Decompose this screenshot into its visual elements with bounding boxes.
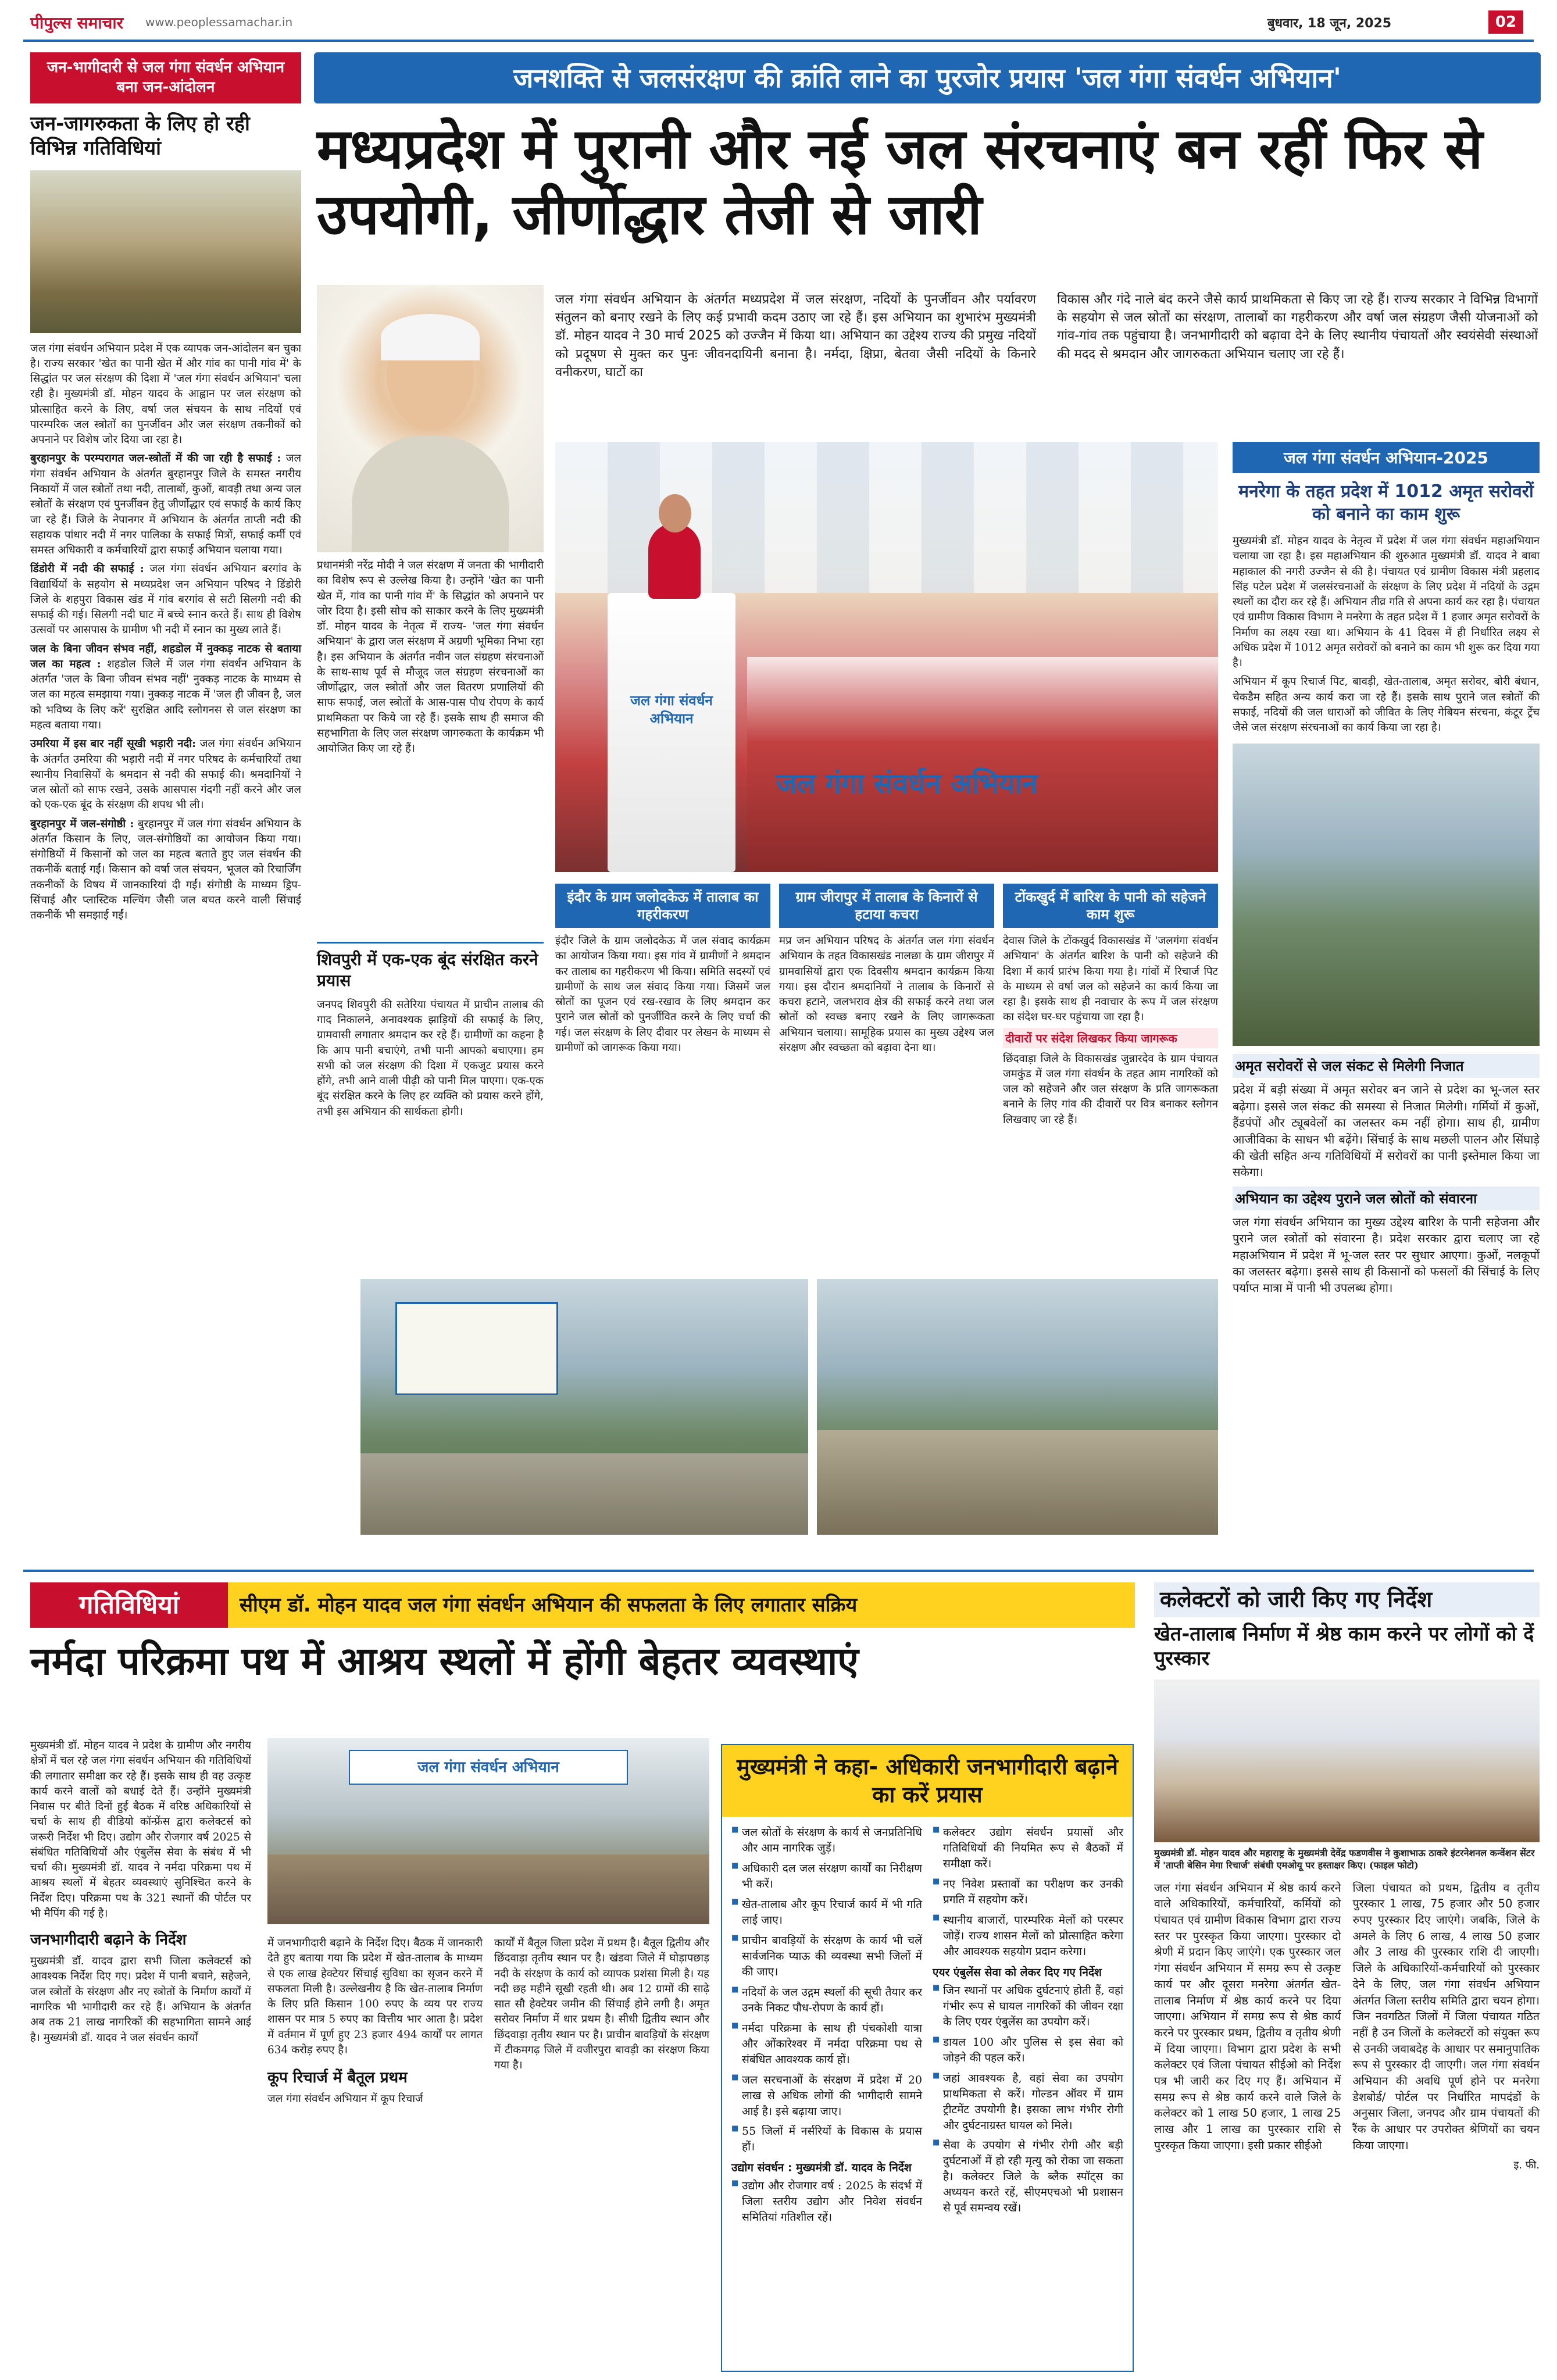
meeting-banner-text: जल गंगा संवर्धन अभियान xyxy=(349,1750,628,1785)
left-column xyxy=(30,52,301,1558)
right-column xyxy=(1233,442,1540,1296)
bottom-col1-text: मुख्यमंत्री डॉ. मोहन यादव ने प्रदेश के ग्रामीण और नगरीय क्षेत्रों में चल रहे जल गंगा संवर्धन अभियान की गतिविधियों की लगातार समीक्षा कर रहे हैं। इसके साथ ही वह उत्कृष्ट कार्य करने वालों को बधाई देते हैं। उन्होंने मुख्यमंत्री निवास पर बीते दिनों हुई बैठक में वरिष्ठ अधिकारियों से चर्चा के साथ ही वीडियो कॉन्फ्रेंस द्वारा कलेक्टर्स को जरूरी निर्देश भी दिए। उद्योग और रोजगार वर्ष 2025 से संबंधित गतिविधियों और एंबुलेंस सेवा के संबंध में भी चर्चा की। मुख्यमंत्री डॉ. यादव ने नर्मदा परिक्रमा पथ में आश्रय स्थलों में बेहतर व्यवस्थाएं सुनिश्चित करने के निर्देश दिए। परिक्रमा पथ के 321 स्थानों की पोर्टल पर भी मैपिंग की गई है। xyxy=(30,1739,251,1920)
tonkkhurd-body: देवास जिले के टोंकखुर्द विकासखंड में 'जलगंगा संवर्धन अभियान' के अंतर्गत बारिश के पानी को सहेजने की दिशा में कार्य प्रारंभ किया गया है। गांवों में रिचार्ज पिट के माध्यम से वर्षा जल को सहेजने का कार्य किया जा रहा है। इसके साथ ही नवाचार के रूप में जल संरक्षण का संदेश घर-घर पहुंचाया जा रहा है। xyxy=(1003,935,1218,1024)
right-subhead: मनरेगा के तहत प्रदेश में 1012 अमृत सरोवरों को बनाने का काम शुरू xyxy=(1238,481,1534,524)
bottom-col2b-text: जल गंगा संवर्धन अभियान में कूप रिचार्ज xyxy=(267,2093,423,2106)
right-banner: जल गंगा संवर्धन अभियान-2025 xyxy=(1233,442,1540,473)
cm-bullet: ■ खेत-तालाब और कूप रिचार्ज कार्य में भी गति लाई जाए। xyxy=(731,1897,922,1928)
podium-text: जल गंगा संवर्धन अभियान xyxy=(630,692,713,727)
collector-photo-caption: मुख्यमंत्री डॉ. मोहन यादव और महाराष्ट्र के मुख्यमंत्री देवेंद्र फडणवीस ने कुशाभाऊ ठाकरे इंटरनेशनल कन्वेंशन सेंटर में 'ताप्ती बेसिन मेगा रिचार्ज' संबंधी एमओयू पर हस्ताक्षर किए। (फाइल फोटो) xyxy=(1154,1847,1535,1871)
website: www.peoplessamachar.in xyxy=(145,15,293,29)
left-subhead: जन-जागरुकता के लिए हो रही विभिन्न गतिविधियां xyxy=(30,112,250,160)
right-p3: प्रदेश में बड़ी संख्या में अमृत सरोवर बन जाने से प्रदेश का भू-जल स्तर बढ़ेगा। इससे जल संकट की समस्या से निजात मिलेगी। गर्मियों में कुओं, हैंडपंपों और ट्यूबवेलों का जलस्तर कम नहीं होगा। साथ ही, ग्रामीण आजीविका के साधन भी बढ़ेंगे। सिंचाई के साथ मछली पालन और सिंघाड़े की खेती सहित अन्य गतिविधियों में सरोवरों का पानी इस्तेमाल किया जा सकेगा। xyxy=(1233,1082,1540,1180)
cm-bullet: ■ स्थानीय बाजारों, पारम्परिक मेलों को परस्पर जोड़ें। राज्य शासन मेलों को प्रोत्साहित करेगा और आवश्यक सहयोग प्रदान करेगा। xyxy=(933,1913,1123,1960)
bottom-headline: नर्मदा परिक्रमा पथ में आश्रय स्थलों में होंगी बेहतर व्यवस्थाएं xyxy=(30,1639,859,1684)
left-p2-head: बुरहानपुर के परम्परागत जल-स्त्रोतों में की जा रही है सफाई : xyxy=(30,452,281,465)
left-p2: जल गंगा संवर्धन अभियान के अंतर्गत बुरहानपुर जिले के समस्त नगरीय निकायों में जल स्त्रोतों तथा नदी, तालाबों, कुओं, बावड़ी तथा अन्य जल स्त्रोतों के संरक्षण एवं पुनर्जीवन हेतु जीर्णोद्धार एवं सफाई के कार्य किए जा रहे हैं। जिले के नेपानगर में अभियान के अंतर्गत ताप्ती नदी की सहायक पांधार नदी में नगर पालिका के सफाई मित्रों, सफाई कर्मी एवं समस्त अधिकारी व कर्मचारियों द्वारा सफाई अभियान चलाया गया। xyxy=(30,452,301,557)
story-indore xyxy=(555,884,770,1056)
left-p5-head: उमरिया में इस बार नहीं सूखी भड़ारी नदी: xyxy=(30,738,196,751)
right-h2: अमृत सरोवरों से जल संकट से मिलेगी निजात xyxy=(1233,1054,1540,1078)
cm-bullet: ■ जल स्रोतों के संरक्षण के कार्य से जनप्रतिनिधि और आम नागरिक जुड़ें। xyxy=(731,1825,922,1856)
cm-box xyxy=(721,1744,1134,2372)
right-p2: अभियान में कूप रिचार्ज पिट, बावड़ी, खेत-तालाब, अमृत सरोवर, बोरी बंधान, चेकडैम सहित अन्य कार्य करा जा रहे हैं। इसके साथ पुराने जल स्त्रोतों की सफाई, नदियों की जल धाराओं को जीवित के लिए गेबियन संरचना, कंटूर ट्रेंच जैसे जल संरक्षण संरचनाओं का कार्य किया जा रहा है। xyxy=(1233,676,1540,734)
cm-box-right xyxy=(933,1825,1123,2230)
right-h3: अभियान का उद्देश्य पुराने जल स्रोतों को संवारना xyxy=(1233,1187,1540,1210)
cm-bullet: ■ उद्योग और रोजगार वर्ष : 2025 के संदर्भ में जिला स्तरीय उद्योग और निवेश संवर्धन समितियां गतिशील रहें। xyxy=(731,2178,922,2225)
collector-subtitle: खेत-तालाब निर्माण में श्रेष्ठ काम करने पर लोगों को दें पुरस्कार xyxy=(1154,1622,1534,1670)
tonkkhurd-head: टोंकखुर्द में बारिश के पानी को सहेजने काम शुरू xyxy=(1003,884,1218,928)
meeting-photo xyxy=(267,1738,709,1924)
collector-col1: जल गंगा संवर्धन अभियान में श्रेष्ठ कार्य करने वाले अधिकारियों, कर्मचारियों, कर्मियों को पंचायत एवं ग्रामीण विकास विभाग द्वारा राज्य स्तर पर पुरस्कृत किया जाएगा। पुरस्कार दो श्रेणी में प्रदान किए जाएंगे। एक पुरस्कार जल गंगा संवर्धन अभियान में समग्र रूप से उत्कृष्ट कार्य पर और दूसरा मनरेगा अंतर्गत खेत-तालाब निर्माण में श्रेष्ठ कार्य करने पर दिया जाएगा। अभियान में समग्र रूप से श्रेष्ठ कार्य करने पर पुरस्कार प्रथम, द्वितीय व तृतीय श्रेणी में दिया जाएगा। विभाग द्वारा प्रदेश के सभी कलेक्टर एवं जिला पंचायत सीईओ को निर्देश पत्र भी जारी कर दिए गए हैं। अभियान में समग्र रूप से श्रेष्ठ कार्य करने वाले जिले के कलेक्टर को 1 लाख 50 हजार, 1 लाख 25 लाख और 1 लाख का पुरस्कार राशि से पुरस्कृत किया जाएगा। इसी प्रकार सीईओ xyxy=(1154,1881,1341,2152)
cm-bullet: ■ सेवा के उपयोग से गंभीर रोगी और बड़ी दुर्घटनाओं में हो रही मृत्यु को रोका जा सकता है। कलेक्टर जिले के ब्लैक स्पॉट्स का अध्ययन करते रहें, सीएमएचओ भी प्रशासन से पूर्व समन्वय रखें। xyxy=(933,2138,1123,2216)
intro-text xyxy=(555,291,1538,430)
right-p4: जल गंगा संवर्धन अभियान का मुख्य उद्देश्य बारिश के पानी सहेजना और पुराने जल स्त्रोतों को संवारना है। प्रदेश सरकार द्वारा चलाए जा रहे महाअभियान में प्रदेश में भू-जल स्तर पर सुधार आएगा। कुओं, नलकूपों का जलस्तर बढ़ेगा। इससे साथ ही किसानों को फसलों की सिंचाई के लिए पर्याप्त मात्रा में पानी भी उपलब्ध होगा। xyxy=(1233,1214,1540,1295)
bottom-col1-head: जनभागीदारी बढ़ाने के निर्देश xyxy=(30,1931,187,1949)
shivpuri-story xyxy=(317,942,544,1120)
jirapur-head: ग्राम जीरापुर में तालाब के किनारों से हटाया कचरा xyxy=(779,884,994,928)
shivpuri-head: शिवपुरी में एक-एक बूंद संरक्षित करने प्रयास xyxy=(317,942,544,992)
main-headline: मध्यप्रदेश में पुरानी और नई जल संरचनाएं बन रहीं फिर से उपयोगी, जीर्णोद्धार तेजी से जारी xyxy=(317,116,1483,248)
collector-section xyxy=(1154,1582,1540,2172)
indore-body: इंदौर जिले के ग्राम जलोदकेऊ में जल संवाद कार्यक्रम का आयोजन किया गया। इस गांव में ग्रामीणों ने श्रमदान कर तालाब का गहरीकरण भी किया। समिति सदस्यों एवं ग्रामीणों के साथ जल संवाद किया गया। जिसमें जल स्रोतों का पूजन एवं रख-रखाव के लिए श्रमदान कर पुराने जल स्रोतों को पुनर्जीवित करने के लिए चर्चा की गई। जल संरक्षण के लिए दीवार पर लेखन के माध्यम से ग्रामीणों को जागरूक किया गया। xyxy=(555,935,770,1054)
cm-bullet: ■ अधिकारी दल जल संरक्षण कार्यों का निरीक्षण भी करें। xyxy=(731,1861,922,1892)
jirapur-photo xyxy=(817,1279,1218,1535)
cm-bullet: ■ नए निवेश प्रस्तावों का परीक्षण कर उनकी प्रगति में सहयोग करें। xyxy=(933,1877,1123,1908)
collector-credit: इ. फी. xyxy=(1513,2159,1540,2172)
collector-title: कलेक्टरों को जारी किए गए निर्देश xyxy=(1154,1582,1540,1617)
intro-p2: विकास और गंदे नाले बंद करने जैसे कार्य प्राथमिकता से किए जा रहे हैं। राज्य सरकार ने विभिन्न विभागों के सहयोग से जल स्रोतों का संरक्षण, तालाबों का गहरीकरण और वर्षा जल संग्रहण जैसी योजनाओं को गांव-गांव तक पहुंचाया है। जनभागीदारी को बढ़ावा देने के लिए स्थानीय पंचायतों और स्वयंसेवी संस्थाओं की मदद से श्रमदान और जागरुकता अभियान चलाए जा रहे हैं। xyxy=(1057,292,1538,362)
cm-box-left xyxy=(731,1825,922,2230)
right-photo xyxy=(1233,744,1540,1046)
pm-caption: प्रधानमंत्री नरेंद्र मोदी ने जल संरक्षण में जनता की भागीदारी का विशेष रूप से उल्लेख किया है। उन्होंने 'खेत का पानी खेत में, गांव का पानी गांव में' के सिद्धांत को अपनाने पर जोर दिया है। इसी सोच को साकार करने के लिए मुख्यमंत्री डॉ. मोहन यादव के नेतृत्व में राज्य- 'जल गंगा संवर्धन अभियान' के द्वारा जल संरक्षण में अग्रणी भूमिका निभा रहा है। इस अभियान के अंतर्गत नवीन जल संग्रहण संरचनाओं के साथ-साथ पूर्व से मौजूद जल संग्रहण संरचनाओं का जीर्णोद्धार, जल स्त्रोतों और जल वितरण प्रणालियों की साफ सफाई, जल स्त्रोतों के आस-पास पौध रोपण के कार्य प्राथमिकता पर किये जा रहे हैं। इसके साथ ही समाज की सहभागिता के लिए जल संरक्षण जागरुकता के कार्यक्रम भी आयोजित किए जा रहे हैं। xyxy=(317,559,544,755)
cm-bullet: ■ जल सरचनाओं के संरक्षण में प्रदेश में 20 लाख से अधिक लोगों की भागीदारी सामने आई है। इसे बढ़ाया जाए। xyxy=(731,2072,922,2120)
jirapur-body: मप्र जन अभियान परिषद के अंतर्गत जल गंगा संवर्धन अभियान के तहत विकासखंड नालछा के ग्राम जीरापुर में ग्रामवासियों द्वारा एक दिवसीय श्रमदान कार्यक्रम किया गया। इस दौरान श्रमदानियों ने तालाब के किनारों से कचरा हटाने, जलभराव क्षेत्र की सफाई करने तथा जल स्रोतों को स्वच्छ बनाए रखने के लिए जागरूकता अभियान चलाया। सामूहिक प्रयास का मुख्य उद्देश्य जल संरक्षण और स्वच्छता को बढ़ावा देना था। xyxy=(779,935,994,1054)
left-p4-head: जल के बिना जीवन संभव नहीं, शहडोल में नुक्कड़ नाटक से बताया जल का महत्व : xyxy=(30,642,301,670)
left-p4: शहडोल जिले में जल गंगा संवर्धन अभियान के अंतर्गत 'जल के बिना जीवन संभव नहीं' नुक्कड़ नाटक के माध्यम से जल का महत्व समझाया गया। नुक्कड़ नाटक में 'जल ही जीवन है, जल को भविष्य के लिए करें' सुरक्षित आदि स्लोगनस से जल संरक्षण का महत्व बताया गया। xyxy=(30,657,301,731)
cm-bullet: ■ नदियों के जल उद्गम स्थलों की सूची तैयार कर उनके निकट पौध-रोपण के कार्य हों। xyxy=(731,1985,922,2016)
left-p3: जल गंगा संवर्धन अभियान बरगांव के विद्यार्थियों के सहयोग से मध्यप्रदेश जन अभियान परिषद ने डिंडोरी जिले के शहपुरा विकास खंड में गांव बरगांव से सटी सिलगी नदी की सफाई की गई। सिलगी नदी घाट में बच्चे स्नान करते हैं। साथ ही विशेष उत्सवों पर आसपास के ग्रामीण भी नदी में स्नान का मुख्य लाते हैं। xyxy=(30,563,301,637)
bottom-kicker: सीएम डॉ. मोहन यादव जल गंगा संवर्धन अभियान की सफलता के लिए लगातार सक्रिय xyxy=(228,1582,1135,1628)
issue-date: बुधवार, 18 जून, 2025 xyxy=(1267,16,1392,31)
collector-photo xyxy=(1154,1679,1540,1842)
cm-bullet: ■ जिन स्थानों पर अधिक दुर्घटनाएं होती हैं, वहां गंभीर रूप से घायल नागरिकों की जीवन रक्षा के लिए एयर एंबुलेंस का उपयोग करें। xyxy=(933,1983,1123,2030)
shivpuri-photo xyxy=(360,1279,808,1535)
cm-bullet: ■ प्राचीन बावड़ियों के संरक्षण के कार्य भी चलें सार्वजनिक प्याऊ की व्यवस्था सभी जिलों में की जाए। xyxy=(731,1933,922,1980)
bottom-col1 xyxy=(30,1738,251,2046)
cm-bullet: ■ डायल 100 और पुलिस से इस सेवा को जोड़ने की पहल करें। xyxy=(933,2035,1123,2066)
tonkkhurd-sub-body: छिंदवाड़ा जिले के विकासखंड जुन्नारदेव के ग्राम पंचायत जमकुंड में जल गंगा संवर्धन के तहत आम नागरिकों को जल को सहेजने और जल संरक्षण के प्रति जागरूकता बनाने के लिए गांव की दीवारों पर वित्र बनाकर स्लोगन लिखवाए जा रहे हैं। xyxy=(1003,1052,1218,1126)
left-p3-head: डिंडोरी में नदी की सफाई : xyxy=(30,563,144,576)
cm-bullet: ■ नर्मदा परिक्रमा के साथ ही पंचकोशी यात्रा और ओंकारेश्वर में नर्मदा परिक्रमा पथ से संबंधित आवश्यक कार्य हों। xyxy=(731,2021,922,2068)
left-p6: बुरहानपुर में जल गंगा संवर्धन अभियान के अंतर्गत किसान के लिए, जल-संगोष्ठियों का आयोजन किया गया। संगोष्ठियों में किसानों को जल का महत्व बताते हुए जल संवर्धन की तकनीकें बताई गईं। किसान को वर्षा जल संचयन, भूजल को रिचार्जिंग तकनीकों के विषय में जानकारियां दी गईं। संगोष्ठी के माध्यम ड्रिप-सिंचाई और प्लास्टिक मल्चिंग जैसी जल बचत करने वाली सिंचाई तकनीकें भी समझाई गईं। xyxy=(30,817,301,922)
top-banner: जनशक्ति से जलसंरक्षण की क्रांति लाने का पुरजोर प्रयास 'जल गंगा संवर्धन अभियान' xyxy=(314,52,1541,103)
collector-col2: जिला पंचायत को प्रथम, द्वितीय व तृतीय पुरस्कार 1 लाख, 75 हजार और 50 हजार रुपए पुरस्कार दिए जाएंगे। जबकि, जिले के अमले के लिए 6 लाख, 4 लाख 50 हजार और 3 लाख की पुरस्कार राशि दी जाएगी। जिले के अधिकारियों-कर्मचारियों को पुरस्कार देने के लिए, जल गंगा संवर्धन अभियान अंतर्गत जिला स्तरीय समिति द्वारा चयन होगा। जिन नवगठित जिलों में जिला पंचायत गठित नहीं है उन जिलों के कलेक्टरों को संयुक्त रूप से उनकी जवाबदेह के आधार पर समानुपातिक रूप से पुरस्कार दी जाएगी। जल गंगा संवर्धन अभियान की अवधि पूर्ण होने पर मनरेगा डेशबोर्ड/ पोर्टल पर निर्धारित मापदंडों के अनुसार जिला, जनपद और ग्राम पंचायतों की रैंक के आधार पर उपरोक्त श्रेणियों का चयन किया जाएगा। xyxy=(1352,1881,1540,2152)
bottom-divider xyxy=(23,1570,1534,1572)
left-p1: जल गंगा संवर्धन अभियान प्रदेश में एक व्यापक जन-आंदोलन बन चुका है। राज्य सरकार 'खेत का पानी खेत में और गांव का पानी गांव में' के सिद्धांत पर जल संरक्षण की दिशा में 'जल गंगा संवर्धन अभियान' चला रही है। मुख्यमंत्री डॉ. मोहन यादव के आह्वान पर जल संरक्षण को प्रोत्साहित करने के लिए, वर्षा जल संचयन के साथ नदियों एवं पारम्परिक जल स्त्रोतों का पुनर्जीवन और जल संरक्षण तकनीकों को अपनाने पर विशेष जोर दिया जा रहा है। xyxy=(30,342,302,446)
pm-portrait xyxy=(317,285,544,552)
intro-p1: जल गंगा संवर्धन अभियान के अंतर्गत मध्यप्रदेश में जल संरक्षण, नदियों के पुनर्जीवन और पर्यावरण संतुलन को बनाए रखने के लिए कई प्रभावी कदम उठाए जा रहे हैं। इस अभियान का शुभारंभ मुख्यमंत्री डॉ. मोहन यादव ने 30 मार्च 2025 को उज्जैन में किया था। अभियान का उद्देश्य राज्य की प्रमुख नदियों को प्रदूषण से मुक्त कर पुनः जीवनदायिनी बनाना है। नर्मदा, क्षिप्रा, बेतवा जैसी नदियों के किनारे वनीकरण, घाटों का xyxy=(555,292,1036,380)
bottom-col2-text: में जनभागीदारी बढ़ाने के निर्देश दिए। बैठक में जानकारी देते हुए बताया गया कि प्रदेश में खेत-तालाब के माध्यम से एक लाख हेक्टेयर सिंचाई सुविधा का सृजन करने में सफलता मिली है। उल्लेखनीय है कि खेत-तालाब निर्माण के लिए प्रति किसान 100 रुपए के व्यय पर राज्य शासन पर मात्र 5 रुपए का वित्तीय भार आता है। प्रदेश में वर्तमान में पूर्ण हुए 23 हजार 494 कार्यों पर लागत 634 करोड़ रुपए है। xyxy=(267,1937,483,2056)
bottom-col2 xyxy=(267,1936,483,2107)
cm-bullet: ■ 55 जिलों में नर्सरियों के विकास के प्रयास हों। xyxy=(731,2124,922,2155)
stage-text: जल गंगा संवर्धन अभियान xyxy=(776,767,1038,800)
story-tonkkhurd xyxy=(1003,884,1218,1128)
bottom-col2-head: कूप रिचार्ज में बैतूल प्रथम xyxy=(267,2069,408,2087)
cm-sub-head: उद्योग संवर्धन : मुख्यमंत्री डॉ. यादव के निर्देश xyxy=(731,2161,912,2175)
cm-bullet: ■ कलेक्टर उद्योग संवर्धन प्रयासों और गतिविधियों की नियमित रूप से बैठकों में समीक्षा करें। xyxy=(933,1825,1123,1872)
left-photo xyxy=(30,170,301,333)
story-jirapur xyxy=(779,884,994,1056)
cm-box-title: मुख्यमंत्री ने कहा- अधिकारी जनभागीदारी बढ़ाने का करें प्रयास xyxy=(722,1745,1133,1817)
shivpuri-body: जनपद शिवपुरी की सतेरिया पंचायत में प्राचीन तालाब की गाद निकालने, अनावश्यक झाड़ियों की सफाई के लिए, ग्रामवासी लगातार श्रमदान कर रहे हैं। ग्रामीणों का कहना है कि आप पानी बचाएंगे, तभी पानी आपको बचाएगा। हम सभी को जल संरक्षण की दिशा में एकजुट प्रयास करने होंगे, तभी आने वाली पीढ़ी को पानी मिल पाएगा। एक-एक बूंद संरक्षित करने के लिए हर व्यक्ति को प्रयास करने होंगे, तभी इस अभियान की सार्थकता होगी। xyxy=(317,998,544,1118)
indore-head: इंदौर के ग्राम जलोदकेऊ में तालाब का गहरीकरण xyxy=(555,884,770,928)
cm-ambulance-head: एयर एंबुलेंस सेवा को लेकर दिए गए निर्देश xyxy=(933,1966,1102,1979)
bottom-col3 xyxy=(494,1936,709,2073)
bottom-tag: गतिविधियां xyxy=(30,1582,228,1628)
left-p6-head: बुरहानपुर में जल-संगोष्ठी : xyxy=(30,817,134,830)
page-number: 02 xyxy=(1488,10,1523,34)
left-body xyxy=(30,341,301,924)
bottom-col3-text: कार्यों में बैतूल जिला प्रदेश में प्रथम है। बैतूल द्वितीय और छिंदवाड़ा तृतीय स्थान पर है। खंडवा जिले में घोड़ापछाड़ नदी के संरक्षण के कार्य को व्यापक प्रशंसा मिली है। यह नदी छह महीने सूखी रहती थी। अब 12 ग्रामों की साढ़े सात सौ हेक्टेयर जमीन की सिंचाई होने लगी है। अमृत सरोवर निर्माण में धार प्रथम है। सीधी द्वितीय स्थान और छिंदवाड़ा तृतीय स्थान पर है। प्राचीन बावड़ियों के संरक्षण में टीकमगढ़ जिले में वजीरपुरा बावड़ी का संरक्षण किया गया है। xyxy=(494,1937,709,2072)
tonkkhurd-sub-head: दीवारों पर संदेश लिखकर किया जागरूक xyxy=(1003,1028,1218,1048)
brand-logo: पीपुल्स समाचार xyxy=(30,13,124,33)
left-banner: जन-भागीदारी से जल गंगा संवर्धन अभियान बना जन-आंदोलन xyxy=(30,52,301,103)
left-p5: जल गंगा संवर्धन अभियान के अंतर्गत उमरिया की भड़ारी नदी में नगर परिषद के कर्मचारियों तथा स्थानीय निवासियों के श्रमदान से नदी की सफाई की। श्रमदानियों ने जल स्रोतों को साफ रखने, उसके आसपास गंदगी नहीं करने और जल को एक-एक बूंद के संरक्षण की शपथ भी ली। xyxy=(30,738,301,812)
event-photo xyxy=(555,442,1218,872)
cm-bullet: ■ जहां आवश्यक है, वहां सेवा का उपयोग प्राथमिकता से करें। गोल्डन ऑवर में ग्राम ट्रीटमेंट उपयोगी है। इसका लाभ गंभीर रोगी और दुर्घटनाग्रस्त घायल को मिले। xyxy=(933,2071,1123,2134)
masthead xyxy=(0,0,1557,47)
masthead-rule xyxy=(23,40,1534,42)
bottom-col1b-text: मुख्यमंत्री डॉ. यादव द्वारा सभी जिला कलेक्टर्स को आवश्यक निर्देश दिए गए। प्रदेश में पानी बचाने, सहेजने, जल स्त्रोतों के संरक्षण और नए स्त्रोतों के निर्माण कार्यों में नागरिक भी भागीदारी कर रहे हैं। अभियान के अंतर्गत अब तक 21 लाख नागरिकों की सहभागिता सामने आई है। मुख्यमंत्री डॉ. यादव ने जल संवर्धन कार्यों xyxy=(30,1955,251,2044)
right-p1: मुख्यमंत्री डॉ. मोहन यादव के नेतृत्व में प्रदेश में जल गंगा संवर्धन महाअभियान चलाया जा रहा है। इस महाअभियान की शुरुआत मुख्यमंत्री डॉ. यादव ने बाबा महाकाल की नगरी उज्जैन से की है। पंचायत एवं ग्रामीण विकास मंत्री प्रहलाद सिंह पटेल प्रदेश में जलसंरचनाओं के संरक्षण के लिए प्रदेश में नदियों के उद्गम स्थलों का दौरा कर रहे हैं। अभियान तीव्र गति से अपना कार्य कर रहा है। पंचायत एवं ग्रामीण विकास विभाग ने मनरेगा के तहत प्रदेश में 1 हजार अमृत सरोवरों के निर्माण का लक्ष्य रखा था। अभियान के 41 दिवस में ही निर्धारित लक्ष्य से अधिक प्रदेश में 1012 अमृत सरोवरों को बनाने का काम भी शुरू कर दिया गया है। xyxy=(1233,535,1540,670)
